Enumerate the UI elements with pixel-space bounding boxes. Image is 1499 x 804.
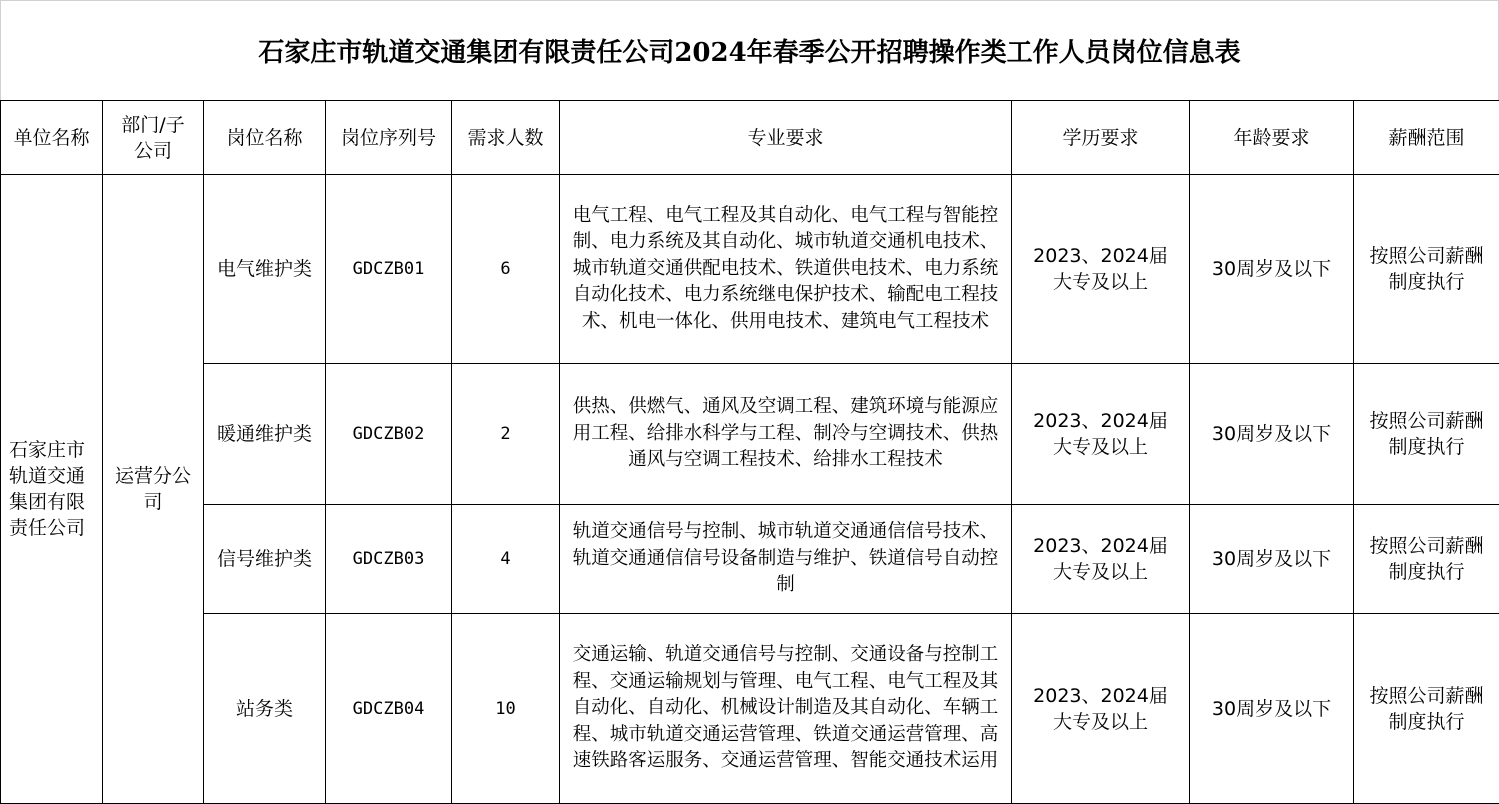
unit-name-cell: 石家庄市轨道交通集团有限责任公司 [1, 175, 103, 804]
position-cell: 信号维护类 [204, 505, 326, 614]
table-row [1, 614, 1499, 804]
education-cell: 2023、2024届大专及以上 [1012, 614, 1190, 804]
education-cell: 2023、2024届大专及以上 [1012, 505, 1190, 614]
header-age: 年龄要求 [1190, 101, 1354, 175]
age-cell: 30周岁及以下 [1190, 505, 1354, 614]
table-row [1, 505, 1499, 614]
salary-cell: 按照公司薪酬制度执行 [1354, 614, 1499, 804]
page-title: 石家庄市轨道交通集团有限责任公司2024年春季公开招聘操作类工作人员岗位信息表 [258, 38, 1241, 68]
major-cell: 供热、供燃气、通风及空调工程、建筑环境与能源应用工程、给排水科学与工程、制冷与空调技术、供热通风与空调工程技术、给排水工程技术 [560, 364, 1012, 505]
education-cell: 2023、2024届大专及以上 [1012, 364, 1190, 505]
major-cell: 电气工程、电气工程及其自动化、电气工程与智能控制、电力系统及其自动化、城市轨道交通机电技术、城市轨道交通供配电技术、铁道供电技术、电力系统自动化技术、电力系统继电保护技术、输配电工程技术、机电一体化、供用电技术、建筑电气工程技术 [560, 175, 1012, 364]
code-cell: GDCZB04 [326, 614, 452, 804]
header-code: 岗位序列号 [326, 101, 452, 175]
code-cell: GDCZB02 [326, 364, 452, 505]
major-cell: 交通运输、轨道交通信号与控制、交通设备与控制工程、交通运输规划与管理、电气工程、电气工程及其自动化、自动化、机械设计制造及其自动化、车辆工程、城市轨道交通运营管理、铁道交通运营管理、高速铁路客运服务、交通运营管理、智能交通技术运用 [560, 614, 1012, 804]
header-major: 专业要求 [560, 101, 1012, 175]
age-cell: 30周岁及以下 [1190, 614, 1354, 804]
header-count: 需求人数 [452, 101, 560, 175]
table-row [1, 364, 1499, 505]
age-cell: 30周岁及以下 [1190, 175, 1354, 364]
header-position: 岗位名称 [204, 101, 326, 175]
table-row [1, 175, 1499, 364]
position-table [0, 100, 1499, 804]
salary-cell: 按照公司薪酬制度执行 [1354, 505, 1499, 614]
salary-cell: 按照公司薪酬制度执行 [1354, 364, 1499, 505]
header-unit: 单位名称 [1, 101, 103, 175]
count-cell: 10 [452, 614, 560, 804]
position-cell: 电气维护类 [204, 175, 326, 364]
education-cell: 2023、2024届大专及以上 [1012, 175, 1190, 364]
dept-name-cell: 运营分公司 [103, 175, 204, 804]
position-cell: 站务类 [204, 614, 326, 804]
header-salary: 薪酬范围 [1354, 101, 1499, 175]
count-cell: 2 [452, 364, 560, 505]
header-dept: 部门/子公司 [103, 101, 204, 175]
age-cell: 30周岁及以下 [1190, 364, 1354, 505]
count-cell: 4 [452, 505, 560, 614]
salary-cell: 按照公司薪酬制度执行 [1354, 175, 1499, 364]
position-cell: 暖通维护类 [204, 364, 326, 505]
code-cell: GDCZB01 [326, 175, 452, 364]
code-cell: GDCZB03 [326, 505, 452, 614]
title-bar [0, 0, 1499, 100]
count-cell: 6 [452, 175, 560, 364]
header-row [1, 101, 1499, 175]
header-education: 学历要求 [1012, 101, 1190, 175]
major-cell: 轨道交通信号与控制、城市轨道交通通信信号技术、轨道交通通信信号设备制造与维护、铁道信号自动控制 [560, 505, 1012, 614]
